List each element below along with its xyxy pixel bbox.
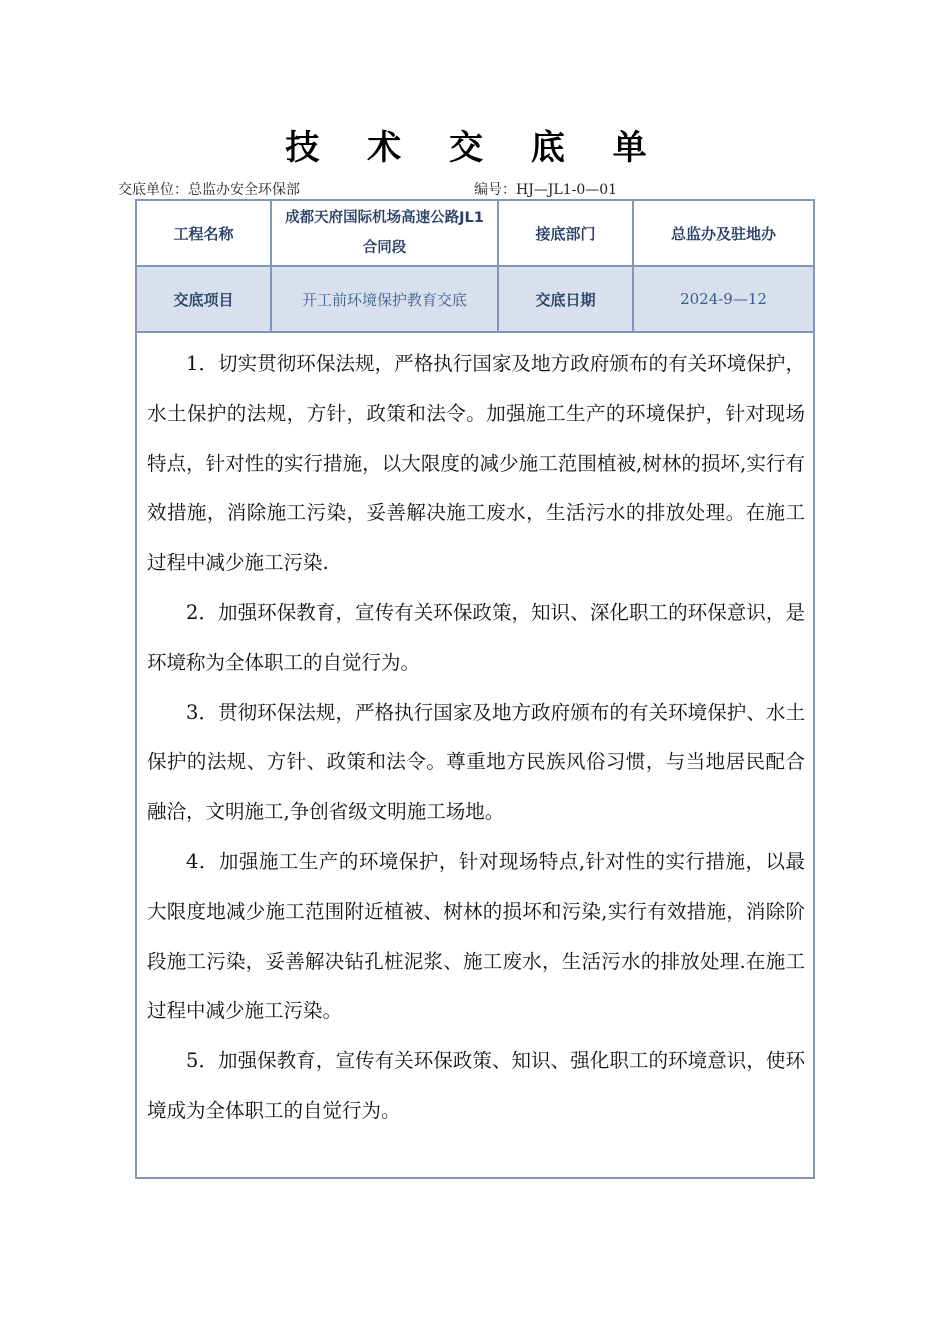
receiving-dept-label: 接底部门 [499,201,634,265]
header-row-item [137,267,813,333]
receiving-dept-value: 总监办及驻地办 [670,224,776,243]
project-name-value: 成都天府国际机场高速公路JL1合同段 [272,201,499,265]
header-row-project [137,201,813,267]
handover-item-value: 开工前环境保护教育交底 [272,267,499,331]
issuing-unit: 交底单位：总监办安全环保部 [118,182,300,198]
content-paragraph: 5．加强保教育，宣传有关环保政策、知识、强化职工的环境意识，使环境成为全体职工的自觉行为。 [147,1049,805,1122]
content-paragraph: 4．加强施工生产的环境保护，针对现场特点,针对性的实行措施，以最大限度地减少施工范围附近植被、树林的损坏和污染,实行有效措施，消除阶段施工污染，妥善解决钻孔桩泥浆、施工废水，生活污水的排放处理.在施工过程中减少施工污染。 [147,849,805,1023]
project-name-label: 工程名称 [137,201,272,265]
content-paragraph: 2．加强环保教育，宣传有关环保政策，知识、深化职工的环保意识，是环境称为全体职工的自觉行为。 [147,600,805,674]
handover-content [147,339,805,1136]
meta-row [118,180,818,200]
handover-item-label: 交底项目 [137,267,272,331]
content-paragraph: 3．贯彻环保法规，严格执行国家及地方政府颁布的有关环境保护、水土保护的法规、方针、政策和法令。尊重地方民族风俗习惯，与当地居民配合融洽，文明施工,争创省级文明施工场地。 [147,700,805,824]
handover-sheet [135,199,815,1179]
handover-date-value: 2024-9—12 [680,290,767,308]
content-paragraph: 1．切实贯彻环保法规，严格执行国家及地方政府颁布的有关环境保护，水土保护的法规，方针，政策和法令。加强施工生产的环境保护，针对现场特点，针对性的实行措施，以大限度的减少施工范围植被,树林的损坏,实行有效措施，消除施工污染，妥善解决施工废水，生活污水的排放处理。在施工过程中减少施工污染. [147,352,805,575]
document-title: 技 术 交 底 单 [285,128,665,168]
handover-date-label: 交底日期 [499,267,634,331]
document-code: 编号：HJ—JL1-0—01 [474,182,618,198]
